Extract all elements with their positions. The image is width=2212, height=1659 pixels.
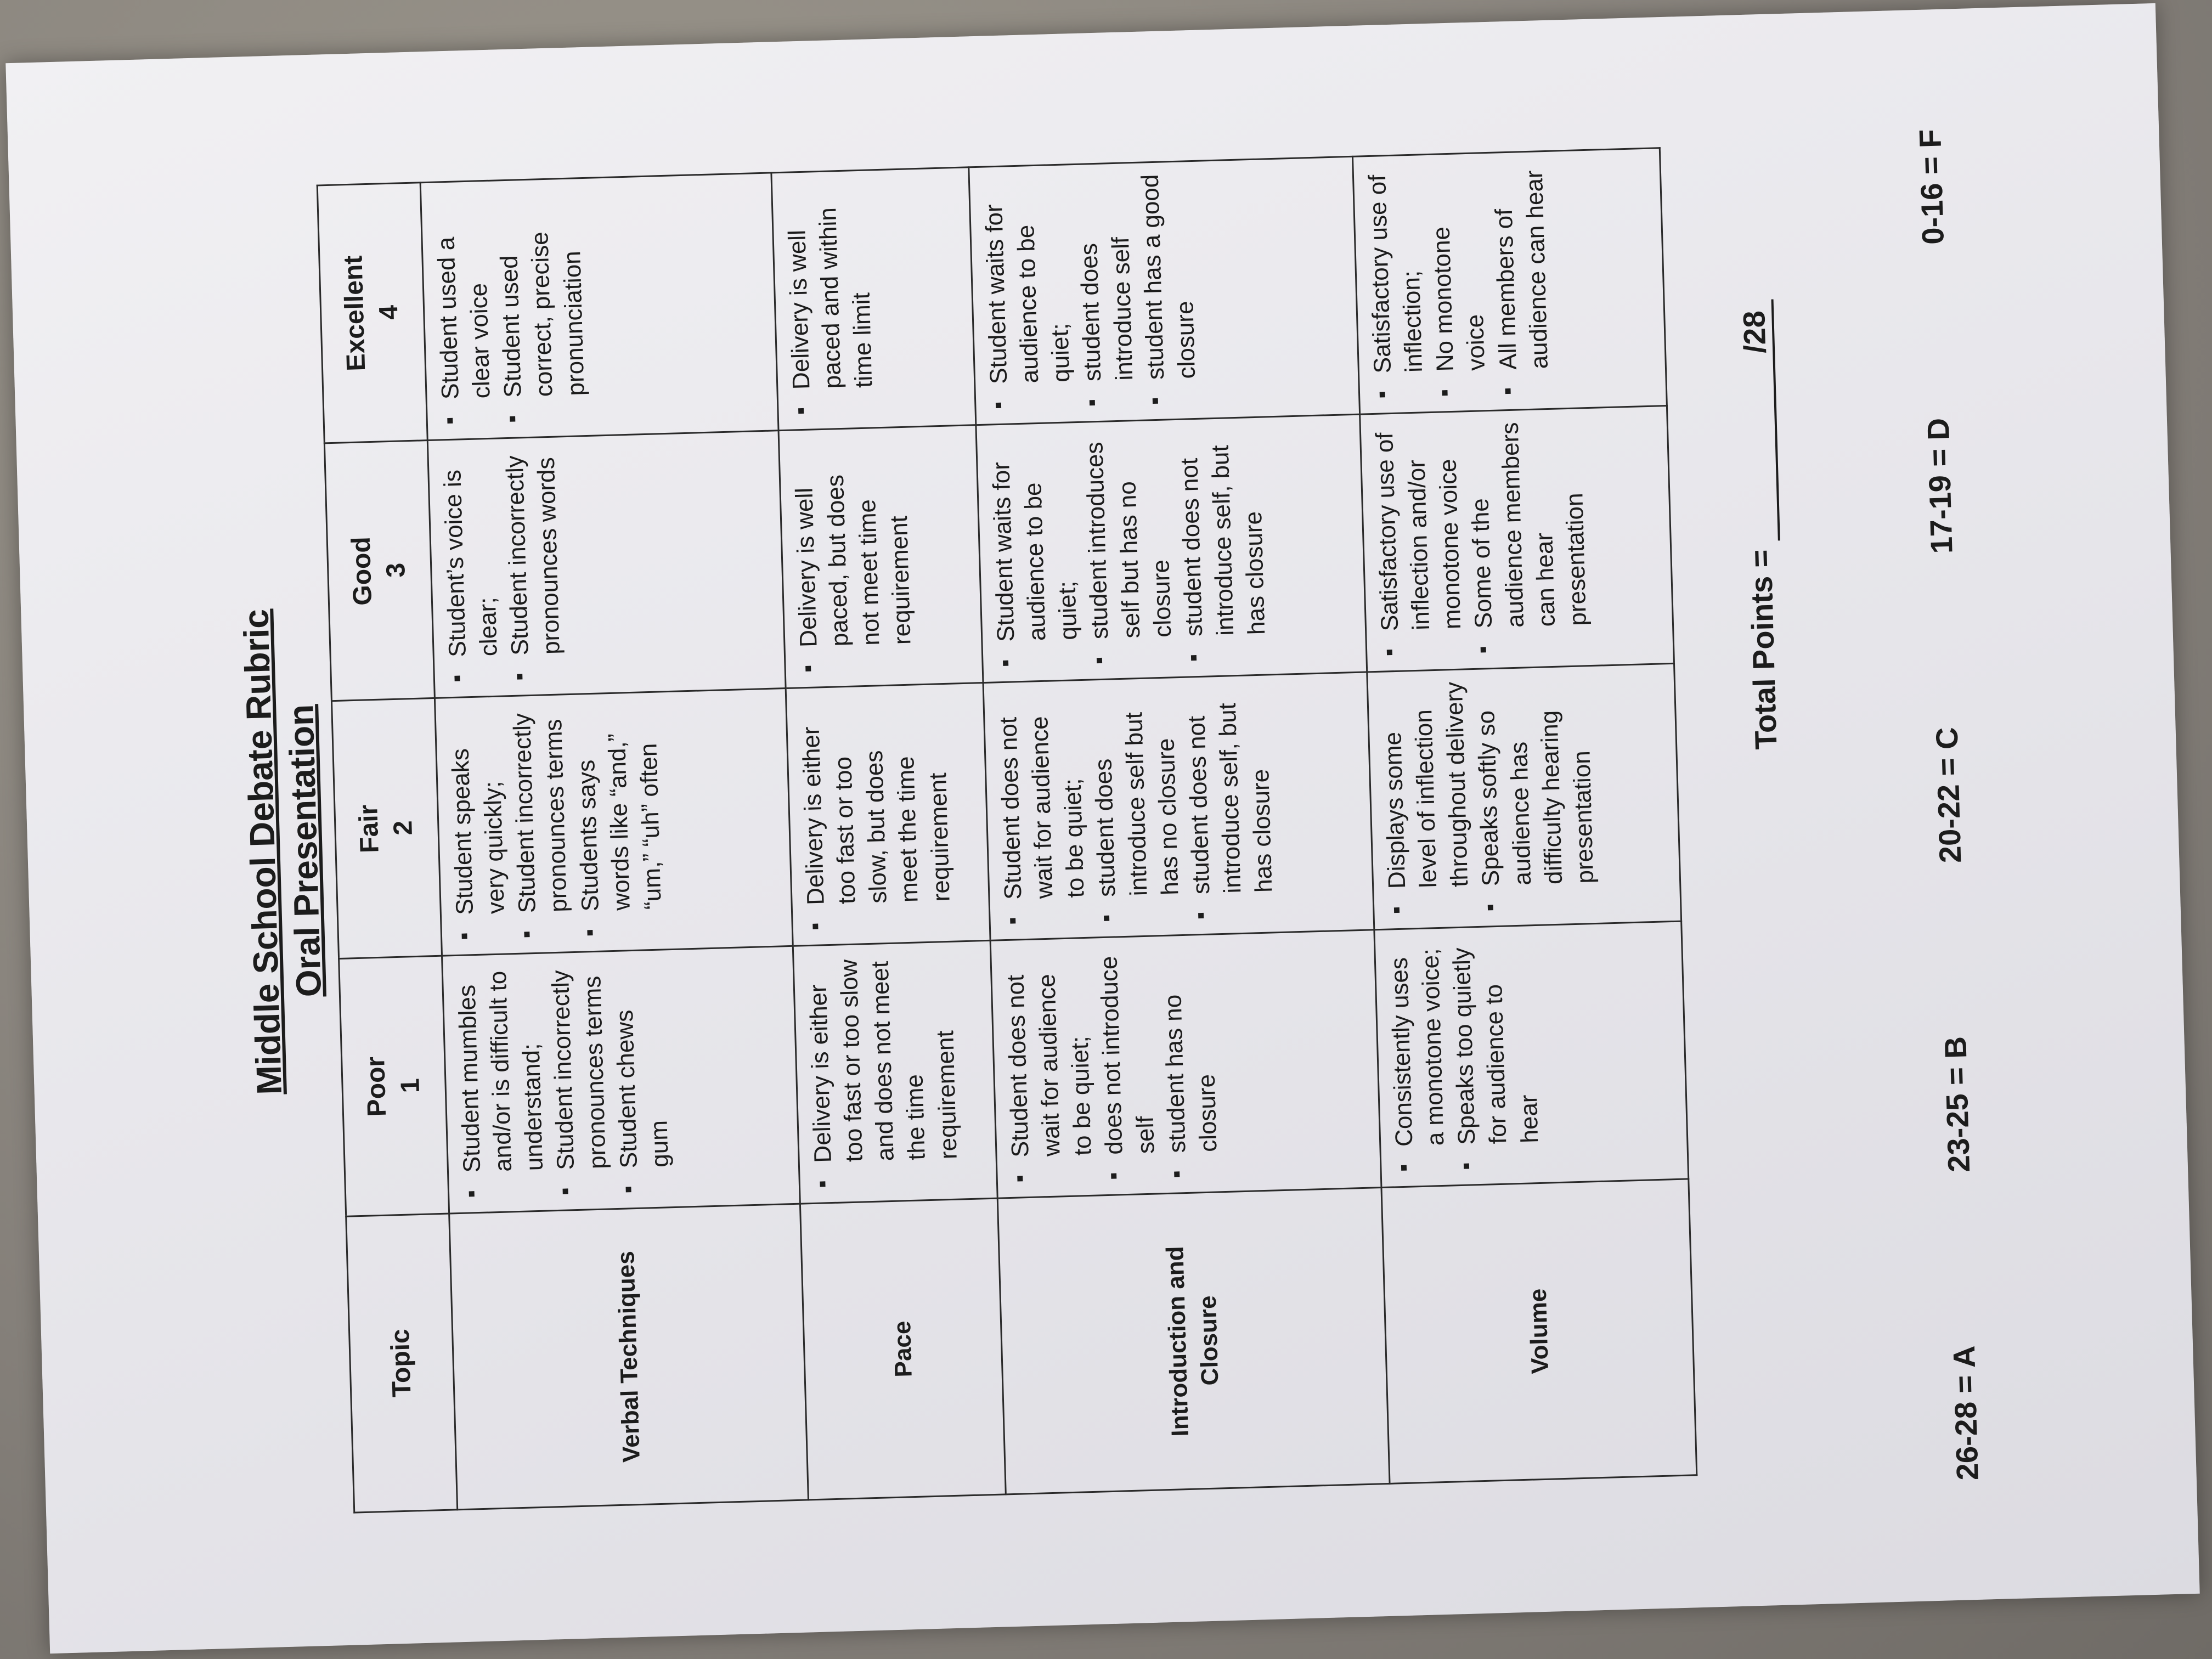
criteria-cell — [1367, 663, 1681, 929]
row-pace — [771, 167, 1006, 1500]
criteria-cell — [778, 425, 983, 689]
topic-cell: Introduction and Closure — [997, 1188, 1390, 1494]
criterion: ▪ student has no closure — [1156, 944, 1224, 1153]
criterion: ▪ Student’s voice is clear; — [436, 448, 505, 657]
criterion: ▪ Some of the audience members can hear presentation — [1463, 417, 1594, 629]
criterion: ▪ No monotone voice — [1424, 162, 1493, 372]
criterion: ▪ Speaks softly so audience has difficulty hearing presentation — [1470, 675, 1601, 887]
criteria-cell — [990, 930, 1381, 1198]
total-points-label: Total Points = — [1743, 549, 1784, 751]
criteria-cell — [1374, 921, 1689, 1187]
grade-f: 0-16 = F — [1912, 128, 1950, 245]
header-poor: Poor 1 — [339, 956, 449, 1216]
criterion: ▪ All members of audience can hear — [1487, 161, 1555, 370]
criterion: ▪ Student incorrectly pronounces terms — [545, 961, 613, 1170]
row-volume — [1352, 148, 1696, 1484]
paper-sheet — [5, 3, 2199, 1654]
criterion: ▪ Delivery is well paced and within time limit — [780, 179, 880, 390]
grade-a: 26-28 = A — [1946, 1345, 1985, 1481]
criterion: ▪ Consistently uses a monotone voice; — [1383, 938, 1452, 1147]
criteria-cell — [969, 156, 1360, 425]
criterion: ▪ Student speaks very quickly; — [443, 706, 512, 915]
criteria-cell — [976, 414, 1367, 682]
rubric-document — [83, 38, 2122, 1619]
criterion: ▪ does not introduce self — [1093, 945, 1161, 1155]
criteria-cell — [771, 167, 976, 431]
criterion: ▪ Students says words like “and,” “um,” “uh” often — [569, 701, 669, 912]
criterion: ▪ Satisfactory use of inflection and/or monotone voice — [1368, 421, 1468, 631]
criteria-cell — [435, 689, 793, 956]
criteria-cell — [420, 173, 778, 441]
criterion: ▪ Satisfactory use of inflection; — [1361, 164, 1430, 374]
criterion: ▪ student does not introduce self, but has closure — [1180, 684, 1280, 895]
header-topic: Topic — [346, 1214, 458, 1513]
criterion: ▪ Student incorrectly pronounces words — [499, 446, 567, 656]
row-introduction-and-closure — [969, 156, 1390, 1494]
criterion: ▪ Student waits for audience to be quiet; — [985, 432, 1085, 642]
criterion: ▪ Student incorrectly pronounces terms — [506, 704, 574, 913]
header-good: Good 3 — [324, 441, 435, 701]
grade-scale — [1910, 42, 1988, 1568]
grade-c: 20-22 = C — [1929, 726, 1968, 864]
criterion: ▪ Delivery is either too fast or too slow and does not meet the time requirement — [802, 951, 964, 1163]
criterion: ▪ Student does not wait for audience to be quiet; — [992, 690, 1092, 900]
row-verbal-techniques — [420, 173, 808, 1510]
header-fair: Fair 2 — [331, 698, 442, 958]
topic-cell: Volume — [1381, 1179, 1697, 1483]
total-points — [1736, 299, 1786, 750]
criterion: ▪ Delivery is well paced, but does not meet time requirement — [787, 436, 918, 647]
criteria-cell — [442, 946, 800, 1214]
criterion: ▪ Student chews gum — [607, 959, 676, 1169]
criteria-cell — [1352, 148, 1667, 414]
criterion: ▪ student introduces self but has no closure — [1079, 429, 1178, 640]
topic-cell: Verbal Techniques — [449, 1204, 808, 1510]
criteria-cell — [983, 672, 1374, 940]
criteria-cell — [793, 940, 997, 1204]
grade-b: 23-25 = B — [1938, 1036, 1977, 1173]
criterion: ▪ Displays some level of inflection throughout delivery — [1375, 679, 1475, 889]
rubric-table — [317, 147, 1697, 1513]
total-points-blank: /28 — [1736, 299, 1780, 541]
header-excellent: Excellent 4 — [317, 183, 427, 443]
criterion: ▪ student does introduce self — [1071, 172, 1140, 382]
criteria-cell — [786, 682, 990, 946]
criterion: ▪ Speaks too quietly for audience to hear — [1446, 935, 1545, 1146]
document-title: Middle School Debate Rubric — [236, 608, 289, 1096]
document-subtitle: Oral Presentation — [280, 703, 329, 998]
criterion: ▪ student does introduce self but has no closure — [1086, 687, 1186, 898]
criterion: ▪ Student used correct, precise pronunciation — [492, 188, 591, 398]
criterion: ▪ student does not introduce self, but has closure — [1173, 426, 1273, 637]
criterion: ▪ Student does not wait for audience to be quiet; — [999, 947, 1099, 1158]
criteria-cell — [1359, 405, 1674, 672]
criterion: ▪ Delivery is either too fast or too slow, but does meet the time requirement — [794, 693, 957, 906]
criteria-cell — [427, 431, 786, 698]
topic-cell: Pace — [800, 1198, 1006, 1500]
criterion: ▪ Student used a clear voice — [429, 190, 498, 400]
grade-d: 17-19 = D — [1920, 417, 1959, 555]
criterion: ▪ Student mumbles and/or is difficult to understand; — [450, 962, 550, 1173]
criterion: ▪ student has a good closure — [1134, 171, 1203, 380]
criterion: ▪ Student waits for audience to be quiet; — [978, 174, 1077, 385]
